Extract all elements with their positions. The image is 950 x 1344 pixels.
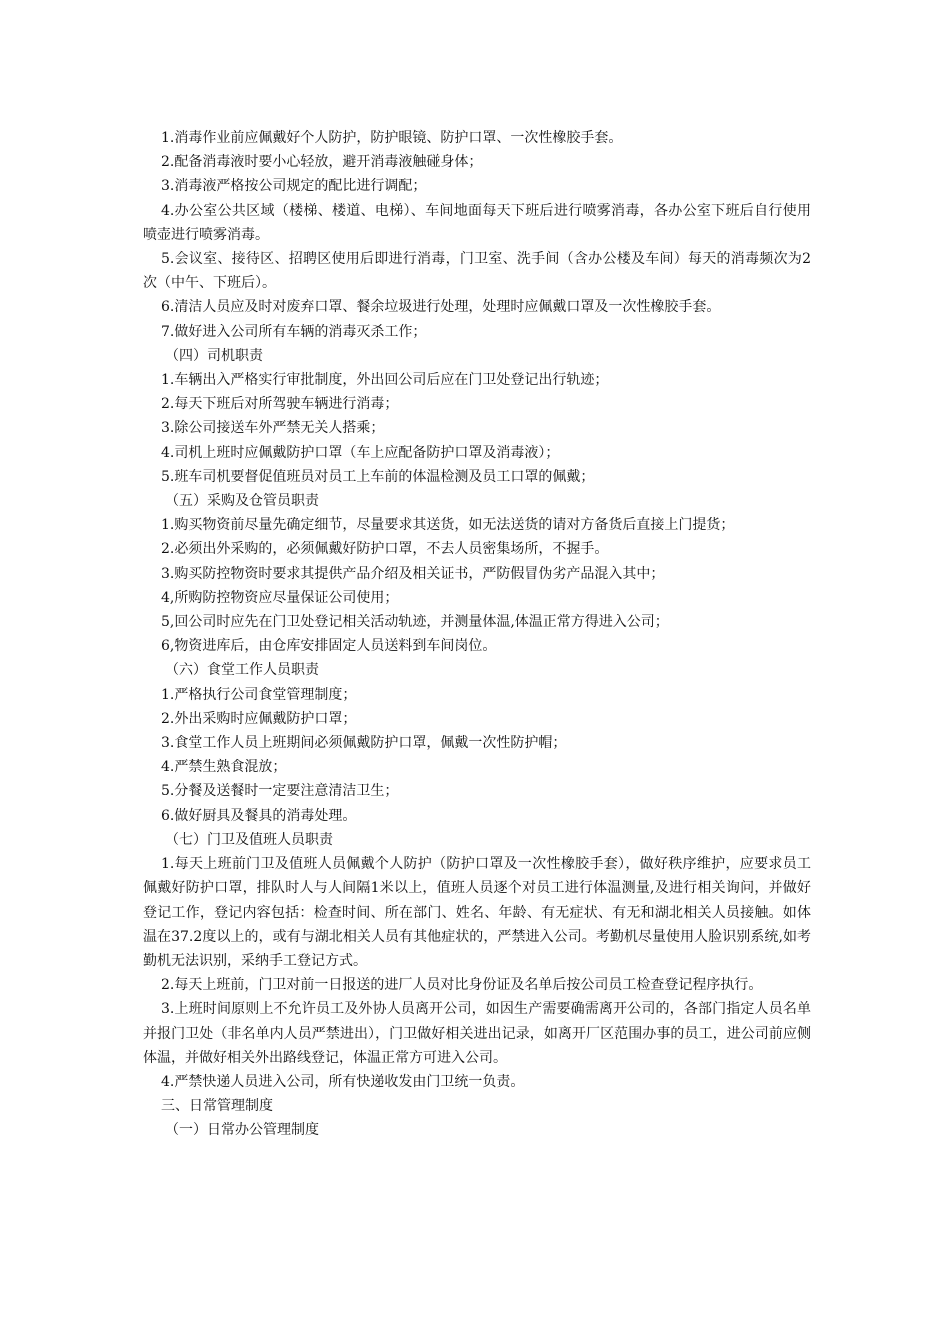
list-item: 5,回公司时应先在门卫处登记相关活动轨迹，并测量体温,体温正常方得进入公司； xyxy=(161,614,669,631)
list-item: 5.分餐及送餐时一定要注意清洁卫生； xyxy=(161,783,399,800)
list-item: 1.严格执行公司食堂管理制度； xyxy=(161,686,357,703)
list-item: 2.外出采购时应佩戴防护口罩； xyxy=(161,710,357,727)
section-subheading: （六）食堂工作人员职责 xyxy=(165,662,319,679)
section-subheading: （五）采购及仓管员职责 xyxy=(165,493,319,510)
list-item: 3.上班时间原则上不允许员工及外协人员离开公司，如因生产需要确需离开公司的，各部门指定人员名单并报门卫处（非名单内人员严禁进出），门卫做好相关进出记录，如离开厂区范围办事的员工，进公司前应侧体温，并做好相关外出路线登记，体温正常方可进入公司。 xyxy=(143,1001,811,1066)
list-item: 1.购买物资前尽量先确定细节，尽量要求其送货，如无法送货的请对方备货后直接上门提货； xyxy=(161,517,735,534)
list-item: 2.配备消毒液时要小心轻放，避开消毒液触碰身体； xyxy=(161,154,483,171)
list-item: 2.每天下班后对所驾驶车辆进行消毒； xyxy=(161,396,399,413)
list-item: 5.会议室、接待区、招聘区使用后即进行消毒，门卫室、洗手间（含办公楼及车间）每天的消毒频次为2次（中午、下班后）。 xyxy=(143,251,811,292)
section-heading: 三、日常管理制度 xyxy=(161,1098,273,1115)
list-item: 3.购买防控物资时要求其提供产品介绍及相关证书，严防假冒伪劣产品混入其中； xyxy=(161,565,665,582)
list-item: 4.司机上班时应佩戴防护口罩（车上应配备防护口罩及消毒液）； xyxy=(161,444,560,461)
list-item: 4.严禁快递人员进入公司，所有快递收发由门卫统一负责。 xyxy=(161,1073,525,1090)
list-item: 1.每天上班前门卫及值班人员佩戴个人防护（防护口罩及一次性橡胶手套），做好秩序维护，应要求员工佩戴好防护口罩，排队时人与人间隔1米以上，值班人员逐个对员工进行体温测量,及进行相关询问，并做好登记工作，登记内容包括：检查时间、所在部门、姓名、年龄、有无症状、有无和湖北相关人员接触。如体温在37.2度以上的，或有与湖北相关人员有其他症状的，严禁进入公司。考勤机尽量使用人脸识别系统,如考勤机无法识别，采纳手工登记方式。 xyxy=(143,856,811,969)
section-subheading: （一）日常办公管理制度 xyxy=(165,1122,319,1139)
list-item: 1.消毒作业前应佩戴好个人防护，防护眼镜、防护口罩、一次性橡胶手套。 xyxy=(161,130,623,146)
list-item: 1.车辆出入严格实行审批制度，外出回公司后应在门卫处登记出行轨迹； xyxy=(161,372,609,389)
document-body xyxy=(143,126,811,1143)
list-item: 6,物资进库后，由仓库安排固定人员送料到车间岗位。 xyxy=(161,638,497,655)
list-item: 3.除公司接送车外严禁无关人搭乘； xyxy=(161,420,385,437)
list-item: 4.严禁生熟食混放； xyxy=(161,759,287,776)
section-subheading: （七）门卫及值班人员职责 xyxy=(165,831,333,848)
list-item: 3.食堂工作人员上班期间必须佩戴防护口罩，佩戴一次性防护帽； xyxy=(161,735,567,752)
section-subheading: （四）司机职责 xyxy=(165,347,263,364)
list-item: 2.每天上班前，门卫对前一日报送的进厂人员对比身份证及名单后按公司员工检查登记程序执行。 xyxy=(161,977,763,994)
list-item: 4,所购防控物资应尽量保证公司使用； xyxy=(161,589,399,606)
list-item: 3.消毒液严格按公司规定的配比进行调配； xyxy=(161,178,427,195)
list-item: 4.办公室公共区域（楼梯、楼道、电梯）、车间地面每天下班后进行喷雾消毒，各办公室下班后自行使用喷壶进行喷雾消毒。 xyxy=(143,202,811,243)
list-item: 6.清洁人员应及时对废弃口罩、餐余垃圾进行处理，处理时应佩戴口罩及一次性橡胶手套。 xyxy=(161,299,721,316)
list-item: 6.做好厨具及餐具的消毒处理。 xyxy=(161,807,357,824)
list-item: 7.做好进入公司所有车辆的消毒灭杀工作； xyxy=(161,323,427,340)
list-item: 5.班车司机要督促值班员对员工上车前的体温检测及员工口罩的佩戴； xyxy=(161,468,595,485)
list-item: 2.必须出外采购的，必须佩戴好防护口罩，不去人员密集场所，不握手。 xyxy=(161,541,609,558)
